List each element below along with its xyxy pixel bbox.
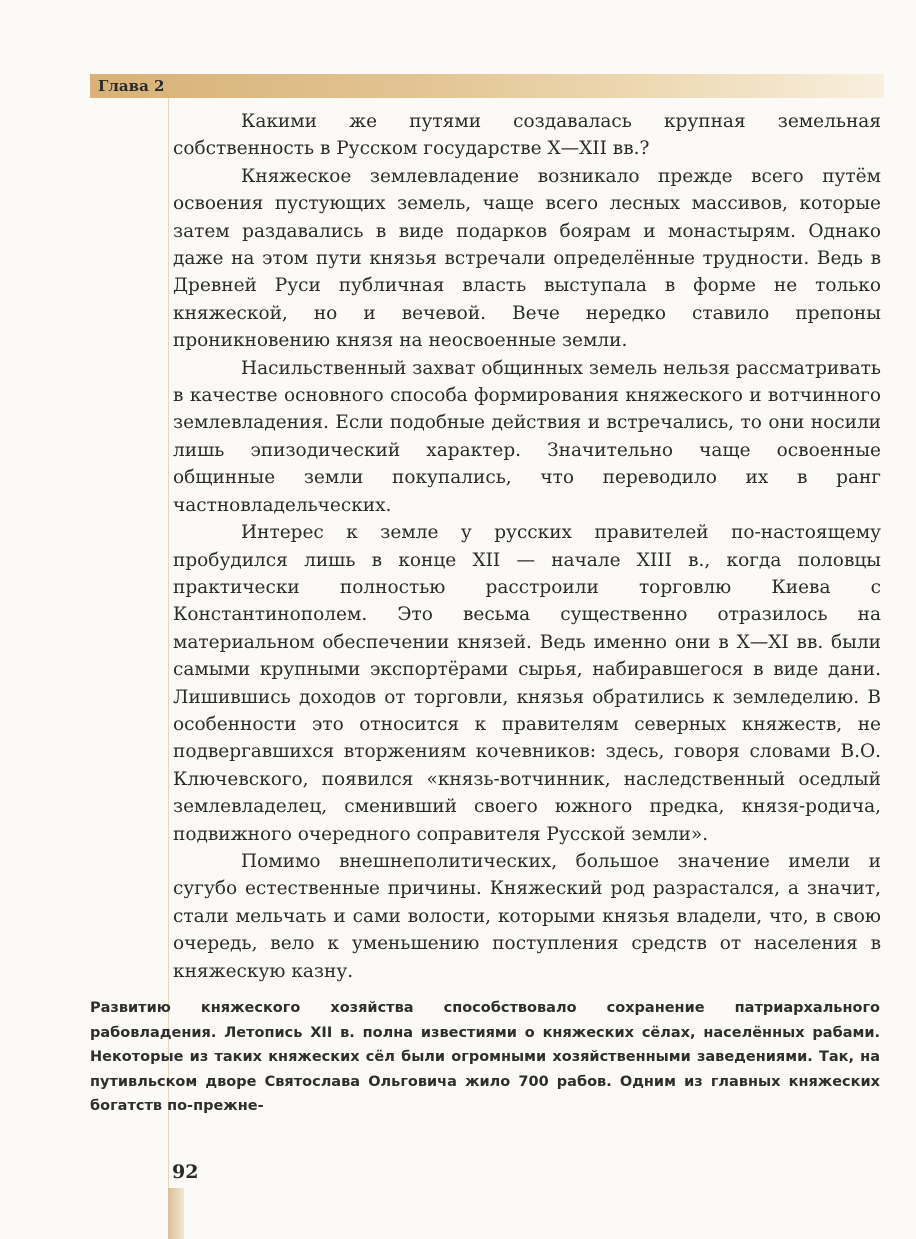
paragraph: Помимо внешнеполитических, большое значение имели и сугубо естественные причины. Княжеский род разрастался, а значит, стали мельчать и сами волости, которыми князья владели, что, в свою очередь, вело к уменьшению поступления средств от населения в княжескую казну. (173, 850, 881, 982)
chapter-label: Глава 2 (98, 77, 165, 95)
page-number: 92 (172, 1161, 199, 1183)
paragraph: Княжеское землевладение возникало прежде всего путём освоения пустующих земель, чаще всего лесных массивов, которые затем раздавались в виде подарков боярам и монастырям. Однако даже на этом пути князья встречали определённые трудности. Ведь в Древней Руси публичная власть выступала в форме не только княжеской, но и вечевой. Вече нередко ставило препоны проникновению князя на неосвоенные земли. (173, 165, 881, 352)
sidebar-paragraph: Развитию княжеского хозяйства способствовало сохранение патриархального рабовладения. Летопись XII в. полна известиями о княжеских сёлах, населённых рабами. Некоторые из таких княжеских сёл были огромными хозяйственными заведениями. Так, на путивльском дворе Святослава Ольговича жило 700 рабов. Одним из главных княжеских богатств по-прежне- (90, 1000, 880, 1114)
paragraph: Какими же путями создавалась крупная земельная собственность в Русском государстве X—XII вв.? (173, 111, 881, 160)
chapter-header-band (90, 74, 884, 98)
paragraph: Интерес к земле у русских правителей по-настоящему пробудился лишь в конце XII — начале XIII в., когда половцы практически полностью расстроили торговлю Киева с Константинополем. Это весьма существенно отразилось на материальном обеспечении князей. Ведь именно они в X—XI вв. были самыми крупными экспортёрами сырья, набиравшегося в виде дани. Лишившись доходов от торговли, князья обратились к земледелию. В особенности это относится к правителям северных княжеств, не подвергавшихся вторжениям кочевников: здесь, говоря словами В.О. Ключевского, появился «князь-вотчинник, наследственный оседлый землевладелец, сменивший своего южного предка, князя-родича, подвижного очередного соправителя Русской земли». (173, 522, 881, 845)
page-corner-band (168, 1188, 184, 1239)
sidebar-note (90, 996, 880, 1119)
paragraph: Насильственный захват общинных земель нельзя рассматривать в качестве основного способа формирования княжеского и вотчинного землевладения. Если подобные действия и встречались, то они носили лишь эпизодический характер. Значительно чаще освоенные общинные земли покупались, что переводило их в ранг частновладельческих. (173, 357, 881, 516)
main-text-column (173, 108, 881, 985)
